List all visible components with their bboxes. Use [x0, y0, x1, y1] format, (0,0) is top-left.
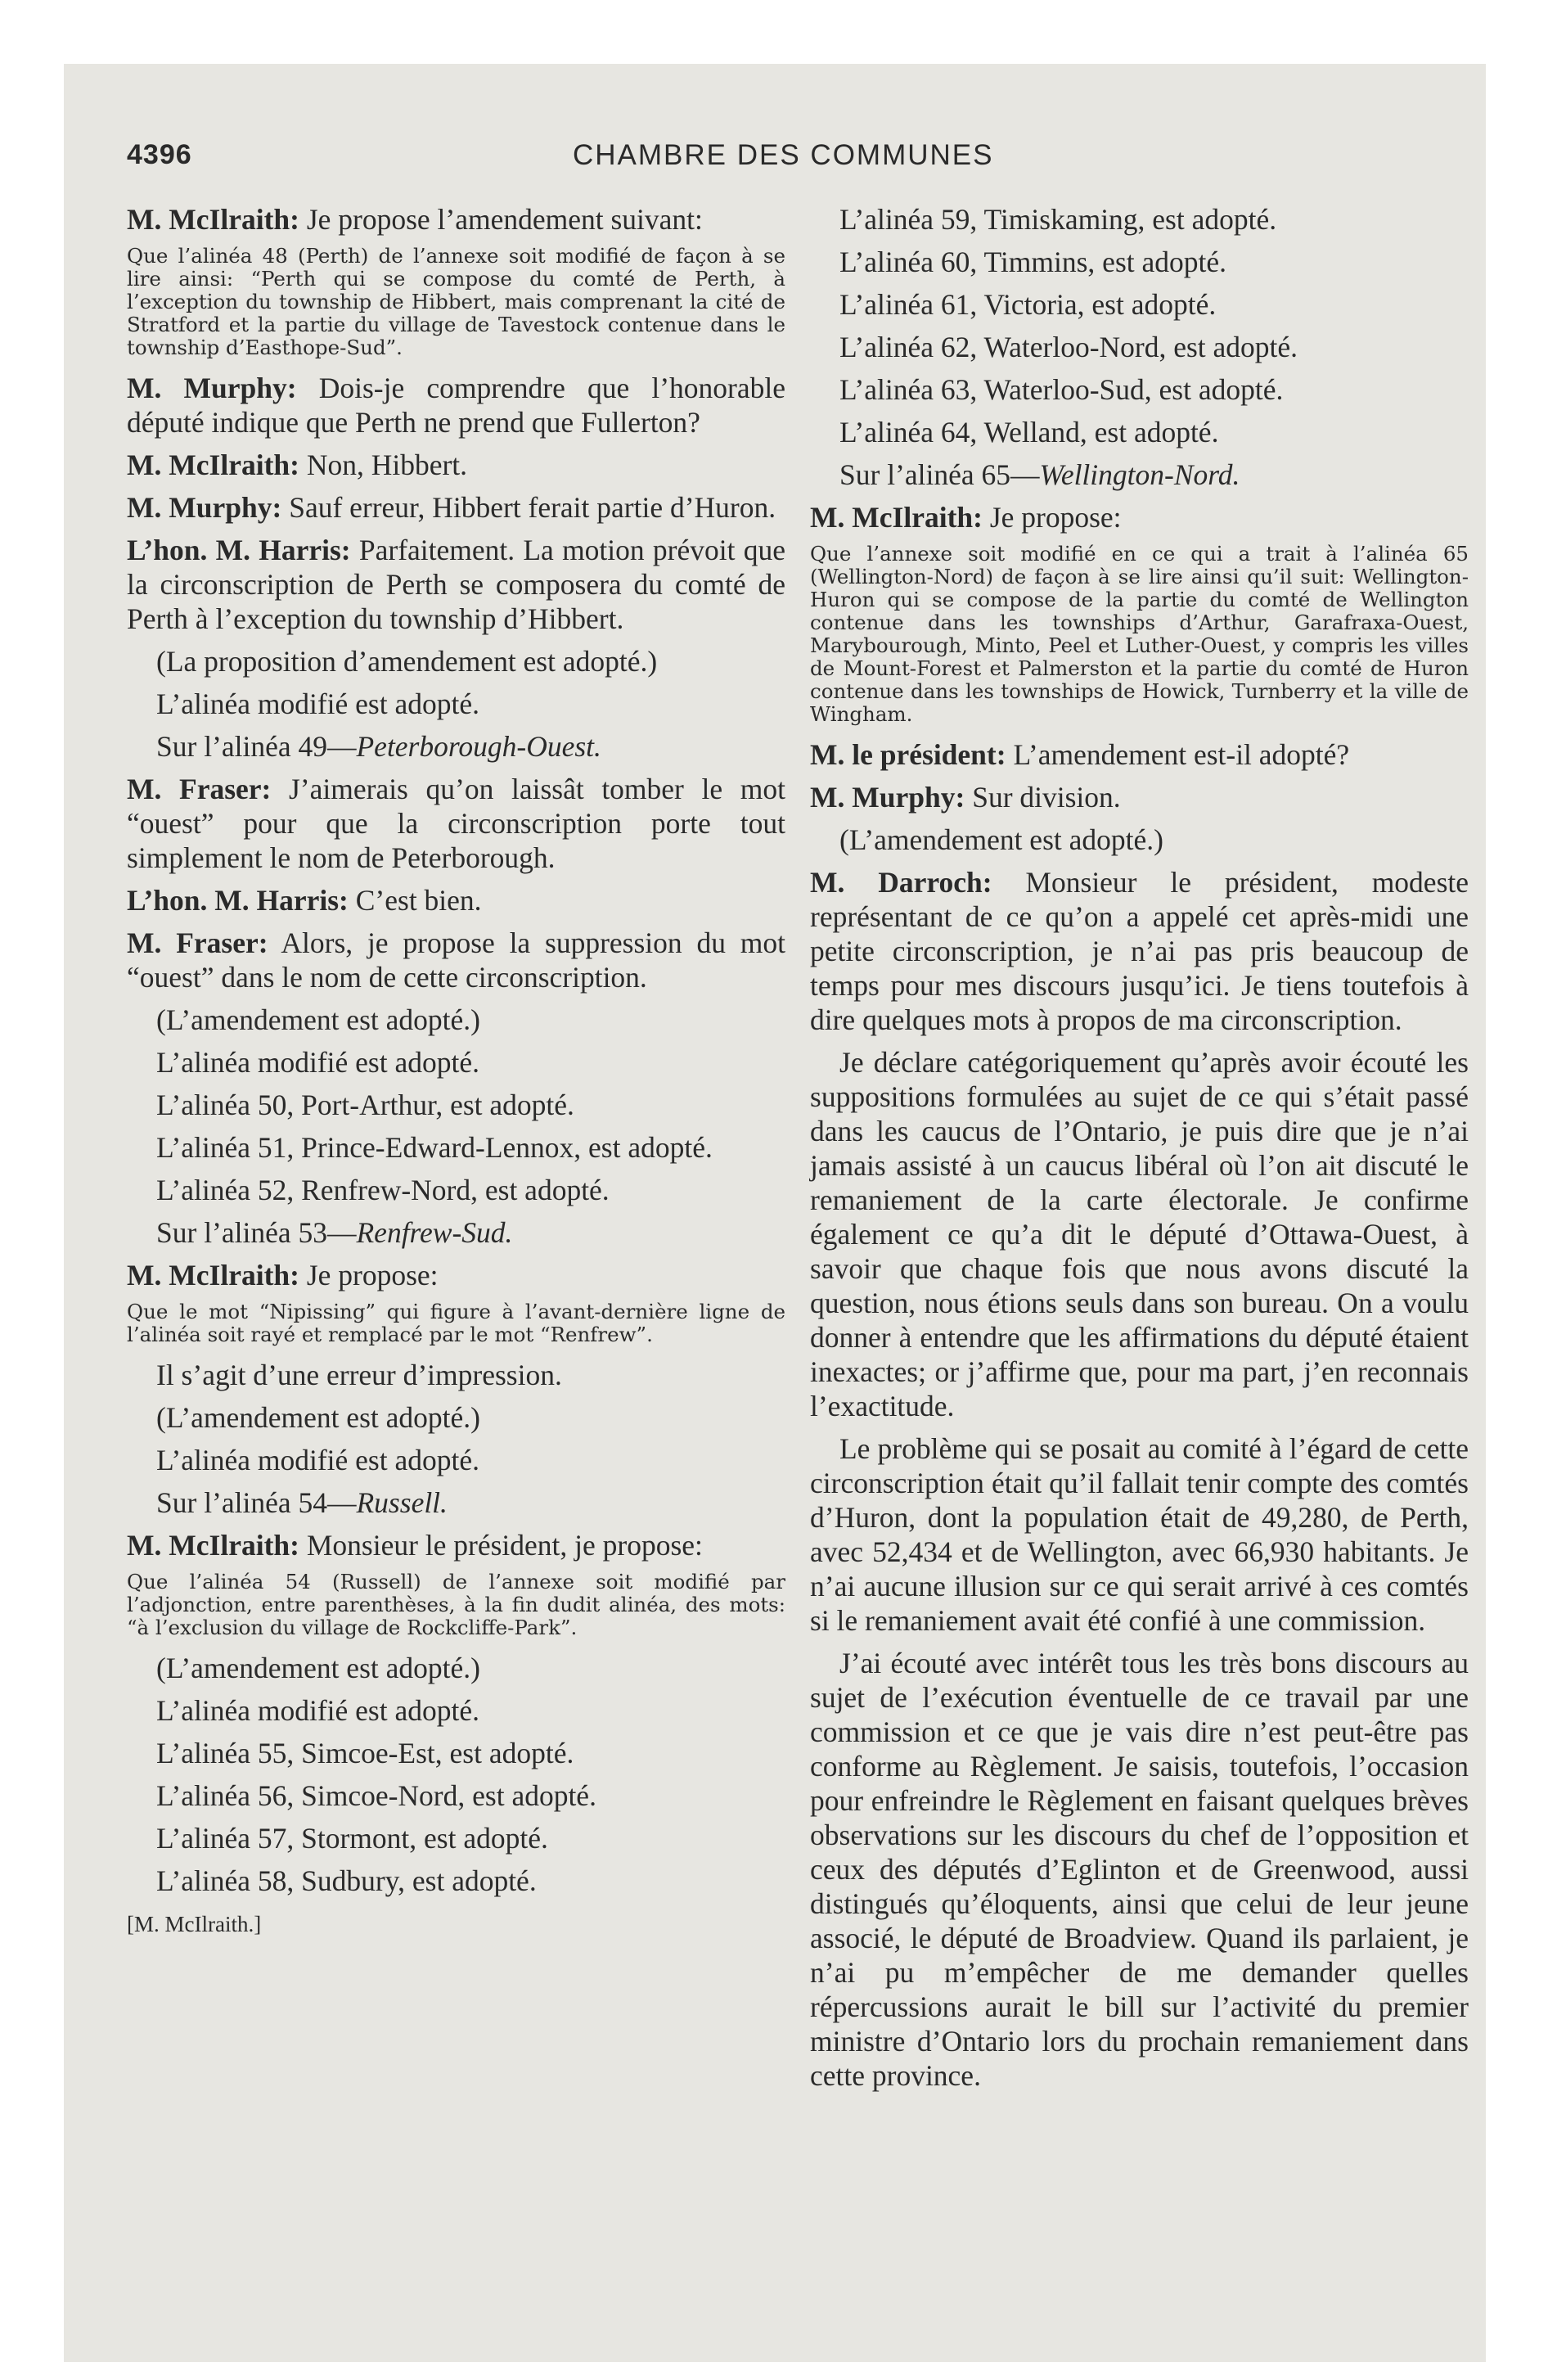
paragraph: Il s’agit d’une erreur d’impression.	[156, 1359, 562, 1391]
speaker-stub: [M. McIlraith.]	[127, 1912, 262, 1936]
paragraph	[127, 1258, 785, 1292]
speech: Monsieur le président, modeste représentant de ce qu’on a appelé cet après-midi une petite circonscription, je n’ai pas pris beaucoup de temps pour mes discours jusqu’ici. Je tiens toutefois à dire quelques mots à propos de ma circonscription.	[810, 866, 1469, 1036]
speech: Dois-je comprendre que l’honorable député indique que Perth ne prend que Fullerton?	[127, 372, 785, 439]
speaker: L’hon. M. Harris:	[127, 534, 351, 566]
paragraph: (La proposition d’amendement est adopté.)	[156, 645, 658, 678]
paragraph: L’alinéa 61, Victoria, est adopté.	[839, 288, 1217, 321]
paragraph: J’ai écouté avec intérêt tous les très bons discours au sujet de l’exécution éventuelle de ce travail par une commission et ce que je vais dire n’est peut-être pas conforme au Règlement. Je saisis, toutefois, l’occasion pour enfreindre le Règlement en faisant quelques brèves observations sur les discours du chef de l’opposition et ceux des députés d’Eglinton et de Greenwood, aussi distingués qu’éloquents, ainsi que celui de leur jeune associé, le député de Broadview. Quand ils parlaient, je n’ai pu m’empêcher de me demander quelles répercussions aurait le bill sur l’activité du premier ministre d’Ontario lors du prochain remaniement dans cette province.	[810, 1647, 1469, 2092]
speech: Je propose:	[299, 1259, 439, 1291]
paragraph: (L’amendement est adopté.)	[839, 823, 1163, 856]
clause-lead: Sur l’alinéa 49—	[156, 730, 357, 763]
speaker: M. McIlraith:	[810, 501, 983, 534]
speech: Parfaitement. La motion prévoit que la circonscription de Perth se composera du comté de Perth à l’exception du township d’Hibbert.	[127, 534, 785, 635]
paragraph	[127, 448, 785, 482]
paragraph: (L’amendement est adopté.)	[156, 1401, 480, 1434]
paragraph	[127, 202, 785, 237]
page-number: 4396	[127, 139, 192, 170]
riding-name: Russell.	[356, 1486, 448, 1519]
speaker: M. Murphy:	[127, 372, 297, 404]
speech: C’est bien.	[348, 884, 482, 917]
clause-lead: Sur l’alinéa 54—	[156, 1486, 357, 1519]
paragraph	[810, 458, 1469, 492]
clause-lead: Sur l’alinéa 53—	[156, 1216, 357, 1249]
speech: Non, Hibbert.	[299, 449, 468, 481]
paragraph: L’alinéa 59, Timiskaming, est adopté.	[839, 203, 1277, 236]
speech: Sur division.	[965, 781, 1121, 814]
paragraph: L’alinéa 62, Waterloo-Nord, est adopté.	[839, 331, 1298, 363]
speaker: M. Murphy:	[127, 491, 282, 524]
motion-quote: Que le mot “Nipissing” qui figure à l’avant-dernière ligne de l’alinéa soit rayé et remplacé par le mot “Renfrew”.	[127, 1300, 785, 1346]
clause-lead: Sur l’alinéa 65—	[839, 458, 1040, 491]
paragraph	[127, 1215, 785, 1250]
speaker: M. McIlraith:	[127, 1529, 299, 1562]
paragraph	[127, 883, 785, 917]
speech: Alors, je propose la suppression du mot “ouest” dans le nom de cette circonscription.	[127, 926, 785, 994]
speaker: M. McIlraith:	[127, 449, 299, 481]
paragraph	[810, 737, 1469, 772]
motion-quote: Que l’annexe soit modifié en ce qui a trait à l’alinéa 65 (Wellington-Nord) de façon à se lire ainsi qu’il suit: Wellington-Huron qui se compose de la partie du comté de Wellington contenue dans les townships d’Arthur, Garafraxa-Ouest, Marybourough, Minto, Peel et Luther-Ouest, y compris les villes de Mount-Forest et Palmerston et la partie du comté de Huron contenue dans les townships de Howick, Turnberry et la ville de Wingham.	[810, 542, 1469, 726]
page-header	[127, 139, 1469, 180]
speaker: M. McIlraith:	[127, 203, 299, 236]
running-title: CHAMBRE DES COMMUNES	[573, 139, 994, 171]
paragraph: L’alinéa 64, Welland, est adopté.	[839, 416, 1219, 449]
paragraph: L’alinéa 63, Waterloo-Sud, est adopté.	[839, 373, 1284, 406]
paragraph: L’alinéa modifié est adopté.	[156, 687, 479, 720]
paragraph: L’alinéa 56, Simcoe-Nord, est adopté.	[156, 1779, 596, 1812]
speech: Monsieur le président, je propose:	[299, 1529, 703, 1562]
paragraph: L’alinéa 57, Stormont, est adopté.	[156, 1822, 548, 1855]
paragraph	[127, 729, 785, 764]
paragraph	[810, 500, 1469, 534]
paragraph	[127, 1528, 785, 1562]
paragraph: L’alinéa 52, Renfrew-Nord, est adopté.	[156, 1174, 610, 1206]
speaker: M. McIlraith:	[127, 1259, 299, 1291]
speaker: L’hon. M. Harris:	[127, 884, 349, 917]
paragraph: L’alinéa 50, Port-Arthur, est adopté.	[156, 1089, 574, 1121]
paragraph: L’alinéa 55, Simcoe-Est, est adopté.	[156, 1737, 574, 1769]
speaker: M. Fraser:	[127, 773, 272, 805]
paragraph: (L’amendement est adopté.)	[156, 1003, 480, 1036]
speech: J’aimerais qu’on laissât tomber le mot “ouest” pour que la circonscription porte tout simplement le nom de Peterborough.	[127, 773, 785, 874]
paragraph	[127, 926, 785, 994]
speech: L’amendement est-il adopté?	[1006, 738, 1350, 771]
speech: Sauf erreur, Hibbert ferait partie d’Huron.	[281, 491, 776, 524]
paragraph	[810, 780, 1469, 814]
paragraph: (L’amendement est adopté.)	[156, 1652, 480, 1684]
paragraph	[127, 1485, 785, 1520]
speaker: M. le président:	[810, 738, 1006, 771]
paragraph	[127, 490, 785, 525]
paragraph: L’alinéa 58, Sudbury, est adopté.	[156, 1864, 537, 1897]
paragraph	[127, 371, 785, 439]
paragraph: Je déclare catégoriquement qu’après avoir écouté les suppositions formulées au sujet de ce qui s’était passé dans les caucus de l’Ontario, je puis dire que je n’ai jamais assisté à un caucus libéral où l’on ait discuté le remaniement de la carte électorale. Je confirme également ce qu’a dit le député d’Ottawa-Ouest, à savoir que chaque fois que nous avons discuté la question, nous étions seuls dans son bureau. On a voulu donner à entendre que les affirmations du député étaient inexactes; or j’affirme que, pour ma part, j’en reconnais l’exactitude.	[810, 1046, 1469, 1422]
paragraph: L’alinéa 60, Timmins, est adopté.	[839, 246, 1226, 278]
right-column	[810, 202, 1469, 2101]
speech: Je propose:	[982, 501, 1122, 534]
paragraph	[127, 772, 785, 875]
speaker: M. Darroch:	[810, 866, 992, 899]
speaker: M. Fraser:	[127, 926, 268, 959]
paragraph: Le problème qui se posait au comité à l’égard de cette circonscription était qu’il fallait tenir compte des comtés d’Huron, dont la population était de 49,280, de Perth, avec 52,434 et de Wellington, avec 66,930 habitants. Je n’ai aucune illusion sur ce qui serait arrivé à ces comtés si le remaniement avait été confié à une commission.	[810, 1432, 1469, 1637]
riding-name: Wellington-Nord.	[1039, 458, 1240, 491]
paragraph: L’alinéa modifié est adopté.	[156, 1444, 479, 1476]
motion-quote: Que l’alinéa 48 (Perth) de l’annexe soit modifié de façon à se lire ainsi: “Perth qui se compose du comté de Perth, à l’exception du township de Hibbert, mais comprenant la cité de Stratford et la partie du village de Tavestock contenue dans le township d’Easthope-Sud”.	[127, 244, 785, 359]
left-column	[127, 202, 785, 1945]
paragraph	[810, 865, 1469, 1037]
motion-quote: Que l’alinéa 54 (Russell) de l’annexe soit modifié par l’adjonction, entre parenthèses, à la fin dudit alinéa, des mots: “à l’exclusion du village de Rockcliffe-Park”.	[127, 1570, 785, 1639]
paragraph: L’alinéa 51, Prince-Edward-Lennox, est adopté.	[156, 1131, 713, 1164]
riding-name: Peterborough-Ouest.	[356, 730, 601, 763]
paragraph	[127, 533, 785, 636]
paragraph: L’alinéa modifié est adopté.	[156, 1694, 479, 1727]
riding-name: Renfrew-Sud.	[356, 1216, 513, 1249]
paragraph: L’alinéa modifié est adopté.	[156, 1046, 479, 1079]
speech: Je propose l’amendement suivant:	[299, 203, 703, 236]
speaker: M. Murphy:	[810, 781, 965, 814]
